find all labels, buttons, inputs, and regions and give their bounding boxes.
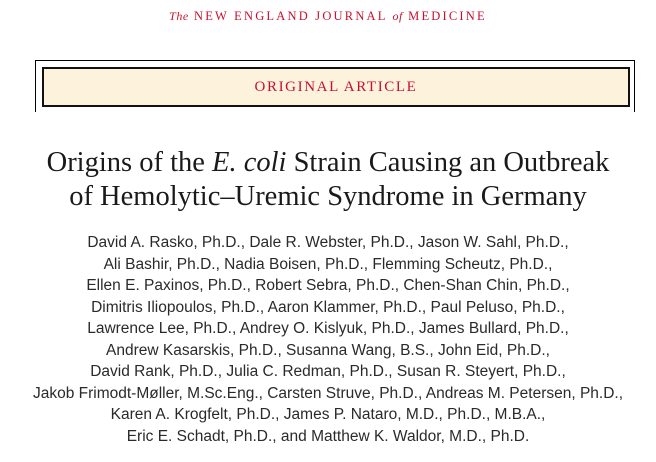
author-line: Eric E. Schadt, Ph.D., and Matthew K. Waldor, M.D., Ph.D. <box>126 427 530 445</box>
article-title <box>0 146 656 214</box>
title-organism: E. coli <box>212 147 287 178</box>
author-line: Karen A. Krogfelt, Ph.D., James P. Nataro, M.D., Ph.D., M.B.A., <box>110 406 546 423</box>
author-line: Ali Bashir, Ph.D., Nadia Boisen, Ph.D., Flemming Scheutz, Ph.D., <box>103 255 553 273</box>
section-banner <box>42 67 630 107</box>
title-line-1 <box>0 146 656 180</box>
section-label: ORIGINAL ARTICLE <box>254 78 418 95</box>
author-line: David Rank, Ph.D., Julia C. Redman, Ph.D., Susan R. Steyert, Ph.D., <box>90 363 566 380</box>
journal-name-part2: MEDICINE <box>408 9 487 23</box>
journal-masthead <box>0 9 656 24</box>
title-prefix: Origins of the <box>46 147 213 178</box>
author-line: Andrew Kasarskis, Ph.D., Susanna Wang, B.S., John Eid, Ph.D., <box>106 341 550 359</box>
journal-the: The <box>169 9 189 23</box>
author-line: David A. Rasko, Ph.D., Dale R. Webster, Ph.D., Jason W. Sahl, Ph.D., <box>87 234 569 251</box>
title-line1-rest: Strain Causing an Outbreak <box>286 147 610 178</box>
journal-of: of <box>392 9 403 23</box>
author-line: Lawrence Lee, Ph.D., Andrey O. Kislyuk, Ph.D., James Bullard, Ph.D., <box>87 320 569 337</box>
author-list <box>0 232 656 447</box>
title-line-2: of Hemolytic–Uremic Syndrome in Germany <box>69 181 587 212</box>
author-line: Ellen E. Paxinos, Ph.D., Robert Sebra, Ph.D., Chen-Shan Chin, Ph.D., <box>86 277 570 294</box>
journal-name-part1: NEW ENGLAND JOURNAL <box>193 9 388 23</box>
author-line: Jakob Frimodt-Møller, M.Sc.Eng., Carsten Struve, Ph.D., Andreas M. Petersen, Ph.D., <box>32 384 624 402</box>
author-line: Dimitris Iliopoulos, Ph.D., Aaron Klammer, Ph.D., Paul Peluso, Ph.D., <box>91 298 565 316</box>
